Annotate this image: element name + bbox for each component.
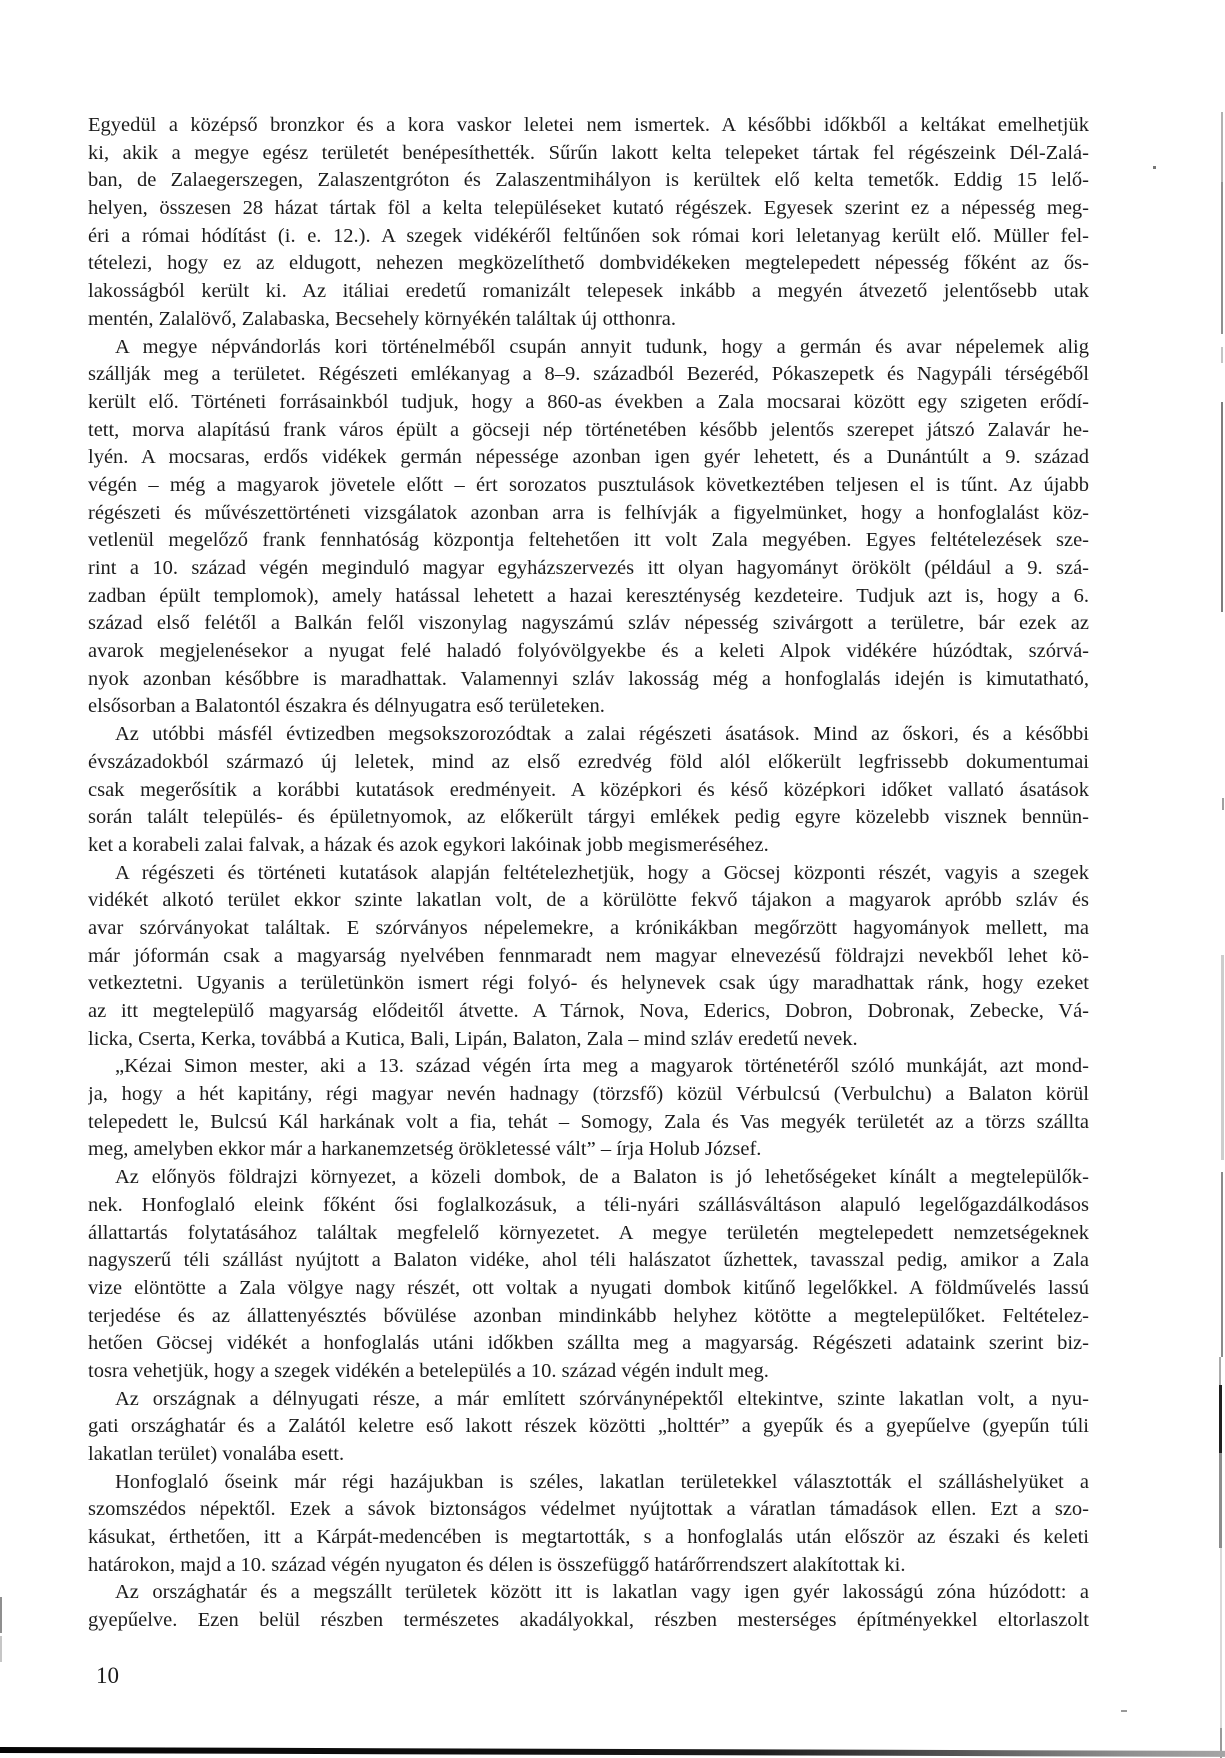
text-line: lakosságból került ki. Az itáliai eredetű romanizált telepesek inkább a megyén átvezető jelentősebb utak <box>88 280 1089 303</box>
right-edge-line-segment <box>1221 112 1223 182</box>
paragraph <box>88 860 1089 1054</box>
right-edge-line-segment <box>1219 1357 1221 1385</box>
text-line: vize elöntötte a Zala völgye nagy részét, ott voltak a nyugati dombok kitűnő legelőkkel. A földművelés lassú <box>88 1276 1089 1299</box>
text-line: tosra vehetjük, hogy a szegek vidékén a betelepülés a 10. század végén indult meg. <box>88 1359 769 1382</box>
text-line: nyok azonban későbbre is maradhattak. Valamennyi szláv lakosság még a honfoglalás idején is kimutatható, <box>88 667 1089 690</box>
text-line: lakatlan terület) vonalába esett. <box>88 1443 345 1465</box>
text-line: vetlenül megelőző frank fennhatóság központja feltehetően itt volt Zala megyében. Egyes feltételezések sze- <box>88 529 1089 552</box>
text-line: Az utóbbi másfél évtizedben megsokszorozódtak a zalai régészeti ásatások. Mind az őskori, és a későbbi <box>115 723 1089 746</box>
text-line: kásukat, érthetően, itt a Kárpát-medencében is megtartották, s a honfoglalás után először az északi és keleti <box>88 1526 1089 1549</box>
paragraph <box>88 112 1089 334</box>
text-line: ki, akik a megye egész területét benépesíthették. Sűrűn lakott kelta telepeket tártak fel régészeink Dél-Zalá- <box>88 141 1089 164</box>
text-line: évszázadokból származó új leletek, mind az első ezredvég föld alól előkerült legfrissebb dokumentumai <box>88 750 1089 773</box>
text-line: ja, hogy a hét kapitány, régi magyar nevén hadnagy (törzsfő) közül Vérbulcsú (Verbulchu) a Balaton körül <box>88 1083 1089 1106</box>
page-number: 10 <box>96 1663 119 1688</box>
text-line: Az országhatár és a megszállt területek között itt is lakatlan vagy igen gyér lakosságú zóna húzódott: a <box>115 1581 1089 1604</box>
right-edge-line-segment <box>1221 402 1223 612</box>
paragraph <box>88 334 1089 722</box>
text-line: éri a római hódítást (i. e. 12.). A szegek vidékéről feltűnően sok római kori leletanyag került elő. Müller fel- <box>88 224 1089 247</box>
text-line: állattartás folytatásához találtak megfelelő környezetet. A megye területén megtelepedett nemzetségeknek <box>88 1221 1089 1244</box>
text-line: A régészeti és történeti kutatások alapján feltételezhetjük, hogy a Göcsej központi részét, vagyis a szegek <box>115 861 1089 884</box>
right-edge-line-segment <box>1221 182 1223 334</box>
text-line: nagyszerű téli szállást nyújtott a Balaton vidéke, ahol téli halászatot űzhettek, tavasszal pedig, amikor a Zala <box>88 1249 1089 1272</box>
text-line: során talált település- és épületnyomok, az előkerült tárgyi emlékek pedig egyre közelebb visznek bennün- <box>88 806 1089 829</box>
bottom-scan-edge-artifact <box>0 1747 1225 1757</box>
dust-speck <box>1153 166 1156 169</box>
text-line: gyepűelve. Ezen belül részben természetes akadályokkal, részben mesterséges építményekkel eltorlaszolt <box>88 1609 1089 1632</box>
left-edge-line-segment <box>0 1597 2 1633</box>
text-line: hetően Göcsej vidékét a honfoglalás utáni időkben szállta meg a magyarság. Régészeti adataink szerint biz- <box>88 1332 1089 1355</box>
text-line: Egyedül a középső bronzkor és a kora vaskor leletei nem ismertek. A későbbi időkből a keltákat emelhetjük <box>88 114 1089 136</box>
text-line: régészeti és művészettörténeti vizsgálatok azonban arra is felhívják a figyelmünket, hogy a honfoglalást köz- <box>88 501 1089 524</box>
text-line: telepedett le, Bulcsú Kál harkának volt a fia, tehát – Somogy, Zala és Vas megyék területét az a törzs szállta <box>88 1110 1089 1133</box>
text-line: rint a 10. század végén meginduló magyar egyházszervezés itt olyan hagyományt örökölt (például a 9. szá- <box>88 557 1089 579</box>
dust-speck <box>1121 1710 1127 1712</box>
text-line: meg, amelyben ekkor már a harkanemzetség örökletessé vált” – írja Holub József. <box>88 1138 762 1161</box>
paragraph <box>88 721 1089 859</box>
text-line: mentén, Zalalövő, Zalabaska, Becsehely környékén találtak új otthonra. <box>88 307 677 330</box>
text-line: került elő. Történeti forrásainkból tudjuk, hogy a 860-as években a Zala mocsarai között egy szigeten erődí- <box>88 390 1089 413</box>
paragraph <box>88 1164 1089 1386</box>
text-line: Honfoglaló őseink már régi hazájukban is széles, lakatlan területekkel választották el szálláshelyüket a <box>115 1470 1089 1493</box>
text-line: Az előnyös földrajzi környezet, a közeli dombok, de a Balaton is jó lehetőségeket kínált a megtelepülők- <box>115 1166 1089 1189</box>
text-line: zadban épült templomok), amely hatással lehetett a hazai kereszténység kezdeteire. Tudjuk azt is, hogy a 6. <box>88 584 1089 607</box>
right-edge-line-segment <box>1221 955 1224 1160</box>
text-line: avarok megjelenésekor a nyugat felé haladó folyóvölgyekbe és a keleti Alpok vidékére húzódtak, szórvá- <box>88 640 1089 663</box>
text-line: tételezi, hogy ez az eldugott, nehezen megközelíthető dombvidékeken megtelepedett népesség főként az ős- <box>88 252 1089 275</box>
text-line: nek. Honfoglaló eleink főként ősi foglalkozásuk, a téli-nyári szállásváltáson alapuló legelőgazdálkodásos <box>88 1193 1089 1216</box>
text-line: az itt megtelepülő magyarság elődeitől átvette. A Tárnok, Nova, Ederics, Dobron, Dobronak, Zebecke, Vá- <box>88 1000 1089 1022</box>
text-line: avar szórványokat találtak. E szórványos népelemekre, a krónikákban megőrzött hagyományok mellett, ma <box>88 916 1089 939</box>
right-edge-line-segment <box>1219 1385 1222 1453</box>
text-line: A megye népvándorlás kori történelméből csupán annyit tudunk, hogy a germán és avar népelemek alig <box>115 335 1089 358</box>
right-edge-line-segment <box>1221 347 1223 363</box>
left-edge-line-segment <box>0 1636 2 1662</box>
paragraph <box>88 1579 1089 1634</box>
paragraph <box>88 1469 1089 1580</box>
text-line: lyén. A mocsaras, erdős vidékek germán népessége azonban igen gyér lehetett, és a Dunántúlt a 9. század <box>88 446 1089 469</box>
text-line: ban, de Zalaegerszegen, Zalaszentgróton és Zalaszentmihályon is kerültek elő kelta temetők. Eddig 15 lelő- <box>88 169 1089 192</box>
body-text <box>88 112 1089 1635</box>
text-line: Az országnak a délnyugati része, a már említett szórványnépektől eltekintve, szinte lakatlan volt, a nyu- <box>115 1387 1089 1410</box>
right-edge-line-segment <box>1222 798 1224 810</box>
text-line: gati országhatár és a Zalától keletre eső lakott részek közötti „holttér” a gyepűk és a gyepűelve (gyepűn túli <box>88 1415 1089 1438</box>
text-line: század első felétől a Balkán felől viszonylag nagyszámú szláv népesség szivárgott a területre, bár ezek az <box>88 612 1089 635</box>
text-line: elsősorban a Balatontól északra és délnyugatra eső területeken. <box>88 695 605 718</box>
text-line: terjedése és az állattenyésztés bővülése azonban mindinkább helyhez kötötte a megtelepülőket. Feltételez- <box>88 1304 1089 1327</box>
text-line: licka, Cserta, Kerka, továbbá a Kutica, Bali, Lipán, Balaton, Zala – mind szláv eredetű nevek. <box>88 1027 858 1050</box>
paragraph <box>88 1386 1089 1469</box>
text-line: vetkeztetni. Ugyanis a területünkön ismert régi folyó- és helynevek csak úgy maradhattak ránk, hogy ezeket <box>88 972 1089 995</box>
text-line: ket a korabeli zalai falvak, a házak és azok egykori lakóinak jobb megismeréséhez. <box>88 833 769 856</box>
text-line: határokon, majd a 10. század végén nyugaton és délen is összefüggő határőrrendszert alakítottak ki. <box>88 1553 906 1576</box>
right-edge-line-segment <box>1219 1453 1222 1548</box>
right-edge-line-segment <box>1220 1548 1222 1728</box>
text-line: helyen, összesen 28 házat tártak föl a kelta településeket kutató régészek. Egyesek szerint ez a népesség meg- <box>88 197 1089 220</box>
text-line: szállják meg a területet. Régészeti emlékanyag a 8–9. századból Bezeréd, Pókaszepetk és Nagypáli térségéből <box>88 363 1089 386</box>
text-line: végén – még a magyarok jövetele előtt – ért sorozatos pusztulások következtében teljesen el is tűnt. Az újabb <box>88 473 1089 496</box>
paragraph <box>88 1053 1089 1164</box>
text-line: szomszédos népektől. Ezek a sávok biztonságos védelmet nyújtottak a váratlan támadások ellen. Ezt a szo- <box>88 1498 1089 1521</box>
text-line: már jóformán csak a magyarság nyelvében fennmaradt nem magyar elnevezésű földrajzi nevekből lehet kö- <box>88 944 1089 967</box>
text-line: tett, morva alapítású frank város épült a göcseji nép történetében később jelentős szerepet játszó Zalavár he- <box>88 418 1089 441</box>
text-line: vidékét alkotó terület ekkor szinte lakatlan volt, de a körülötte fekvő tájakon a magyarok apróbb szláv és <box>88 889 1089 912</box>
right-edge-line-segment <box>1221 1172 1223 1357</box>
text-line: „Kézai Simon mester, aki a 13. század végén írta meg a magyarok történetéről szóló munkáját, azt mond- <box>115 1055 1089 1078</box>
text-line: csak megerősítik a korábbi kutatások eredményeit. A középkori és késő középkori időket vallató ásatások <box>88 778 1089 801</box>
